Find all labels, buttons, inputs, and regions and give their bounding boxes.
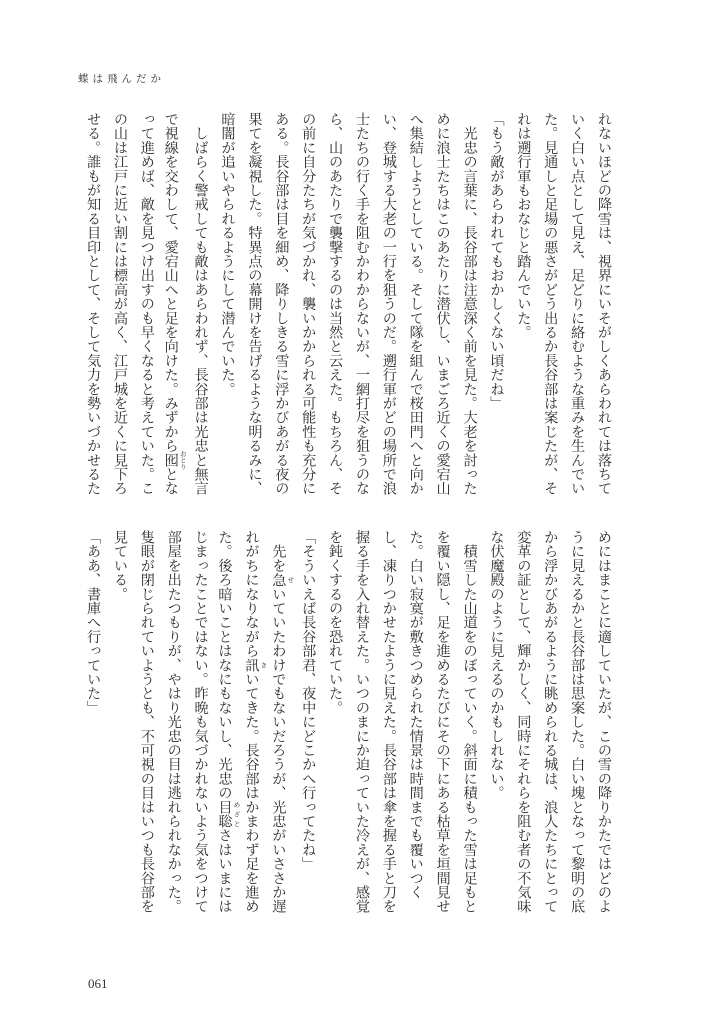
text-line [375,530,402,940]
text-segment: ある。長谷部は目を細め、降りしきる雪に浮かびあがる夜の [273,112,290,496]
text-line [456,530,483,940]
text-line [106,530,133,940]
text-segment: 部屋を出たつもりが、やはり光忠の目は逃れられなかった。 [165,530,182,914]
ruby-annotation [162,450,187,470]
text-segment: を覆い隠し、足を進めるたびにその下にある枯草を垣間見せ [434,530,451,914]
text-line [483,112,510,504]
text-line [241,530,268,940]
text-line [429,530,456,940]
text-line [214,530,241,940]
text-line [187,530,214,940]
text-line [402,530,429,940]
text-segment: 「そういえば長谷部君、夜中にどこかへ行ってたね」 [300,530,317,871]
text-line [590,530,617,940]
text-segment: さはいまには [216,828,233,914]
text-segment: 積雪した山道をのぼっていく。斜面に積もった雪は足もと [461,530,478,914]
text-segment: へ集結しようとしている。そして隊を組んで桜田門へと向か [407,112,424,496]
text-line [375,112,402,504]
text-line [456,112,483,504]
text-segment: し、凍りつかせたように見えた。長谷部は傘を握る手と刀を [380,530,397,914]
text-segment: うに見えるかと長谷部は思案した。白い塊となって黎明の底 [569,530,586,914]
text-segment: 見ている。 [111,530,128,601]
text-line [402,112,429,504]
text-segment: れは遡行軍もおなじと踏んでいた。 [515,112,532,340]
text-segment: いく白い点として見え、足どりに絡むような重みを生んでい [569,112,586,496]
text-segment: から浮かびあがるように眺められる城は、浪人たちにとって [542,530,559,914]
text-segment: せる。誰もが知る目印として、そして気力を勢いづかせるた [85,112,102,496]
text-line [536,112,563,504]
text-segment: めに浪士たちはこのあたりに潜伏し、いまごろ近くの愛宕山 [434,112,451,496]
text-line [321,530,348,940]
text-segment: ら、山のあたりで襲撃するのは当然と云えた。もちろん、そ [327,112,344,496]
text-line [590,112,617,504]
text-line [214,112,241,504]
text-segment: を鈍くするのを恐れていた。 [327,530,344,715]
text-segment: めにはまことに適していたが、この雪の降りかたではどのよ [596,530,612,914]
text-line [294,112,321,504]
ruby-reading: めざと [232,799,241,829]
text-block-lower [79,530,617,940]
text-line [429,112,456,504]
text-line [348,112,375,504]
ruby-base: 急 [270,572,287,587]
text-line [509,530,536,940]
ruby-reading: き [259,657,268,672]
text-segment: じまったことではない。昨晩も気づかれないよう気をつけて [192,530,209,914]
text-line [133,112,160,504]
ruby-reading: せ [286,572,295,587]
ruby-annotation [216,799,241,829]
text-segment: しばらく警戒しても敵はあらわれず、長谷部は光忠と無言 [192,112,209,496]
text-line [348,530,375,940]
text-line [267,112,294,504]
ruby-base: 目聡 [216,799,233,829]
text-line [294,530,321,940]
text-segment: 光忠の言葉に、長谷部は注意深く前を見た。大老を討った [461,112,478,496]
text-line [241,112,268,504]
text-line [79,530,106,940]
text-segment: 「ああ、書庫へ行っていた」 [85,530,102,715]
text-segment: 果てを凝視した。特異点の幕開けを告げるような明るみに、 [246,112,263,496]
text-segment: れないほどの降雪は、視界にいそがしくあらわれては落ちて [596,112,612,496]
text-segment: た。後ろ暗いことはなにもないし、光忠の [216,530,233,800]
text-segment: 士たちの行く手を阻むかわからないが、一網打尽を狙うのな [353,112,370,496]
text-segment: の前に自分たちが気づかれ、襲いかかられる可能性も充分に [300,112,317,496]
text-line [267,530,294,940]
text-segment: れがちになりながら [243,530,260,658]
text-line [187,112,214,504]
text-segment: 先を [270,530,287,573]
text-line [160,112,187,504]
text-line [106,112,133,504]
text-segment: で視線を交わして、愛宕山へと足を向けた。みずから [162,112,179,453]
text-line [321,112,348,504]
text-segment: 握る手を入れ替えた。いつのまにか迫っていた冷えが、感覚 [353,530,370,914]
text-segment: いてきた。長谷部はかまわず足を進め [243,672,260,914]
text-segment: た。白い寂寞が敷きつめられた情景は時間までも覆いつく [407,530,424,900]
text-block-upper [79,112,617,504]
text-line [160,530,187,940]
text-line [509,112,536,504]
text-segment: 隻眼が閉じられていようとも、不可視の目はいつも長谷部を [138,530,155,914]
ruby-annotation [243,657,268,673]
ruby-base: 囮 [162,450,179,470]
text-segment: 暗闇が追いやられるようにして潜んでいた。 [219,112,236,396]
text-line [563,530,590,940]
text-segment: い、登城する大老の一行を狙うのだ。遡行軍がどの場所で浪 [380,112,397,496]
text-segment: な伏魔殿のように見えるのかもしれない。 [488,530,505,800]
text-line [133,530,160,940]
text-segment: た。見通しと足場の悪さがどう出るか長谷部は案じたが、そ [542,112,559,496]
text-segment: の山は江戸に近い割には標高が高く、江戸城を近くに見下ろ [111,112,128,496]
text-line [79,112,106,504]
text-line [563,112,590,504]
running-head: 蝶は飛んだか [78,73,165,85]
text-segment: 変革の証として、輝かしく、同時にそれらを阻む者の不気味 [515,530,532,914]
text-line [483,530,510,940]
text-segment: いていたわけでもないだろうが、光忠がいささか遅 [270,586,287,914]
ruby-reading: おとり [178,450,187,470]
text-segment: 「もう敵があらわれてもおかしくない頃だね」 [488,112,505,411]
text-line [536,530,563,940]
ruby-base: 訊 [243,657,260,673]
text-segment: って進めば、敵を見つけ出すのも早くなると考えていた。こ [138,112,155,496]
ruby-annotation [270,572,295,587]
page-number: 061 [88,976,108,991]
text-segment: とな [162,467,179,496]
